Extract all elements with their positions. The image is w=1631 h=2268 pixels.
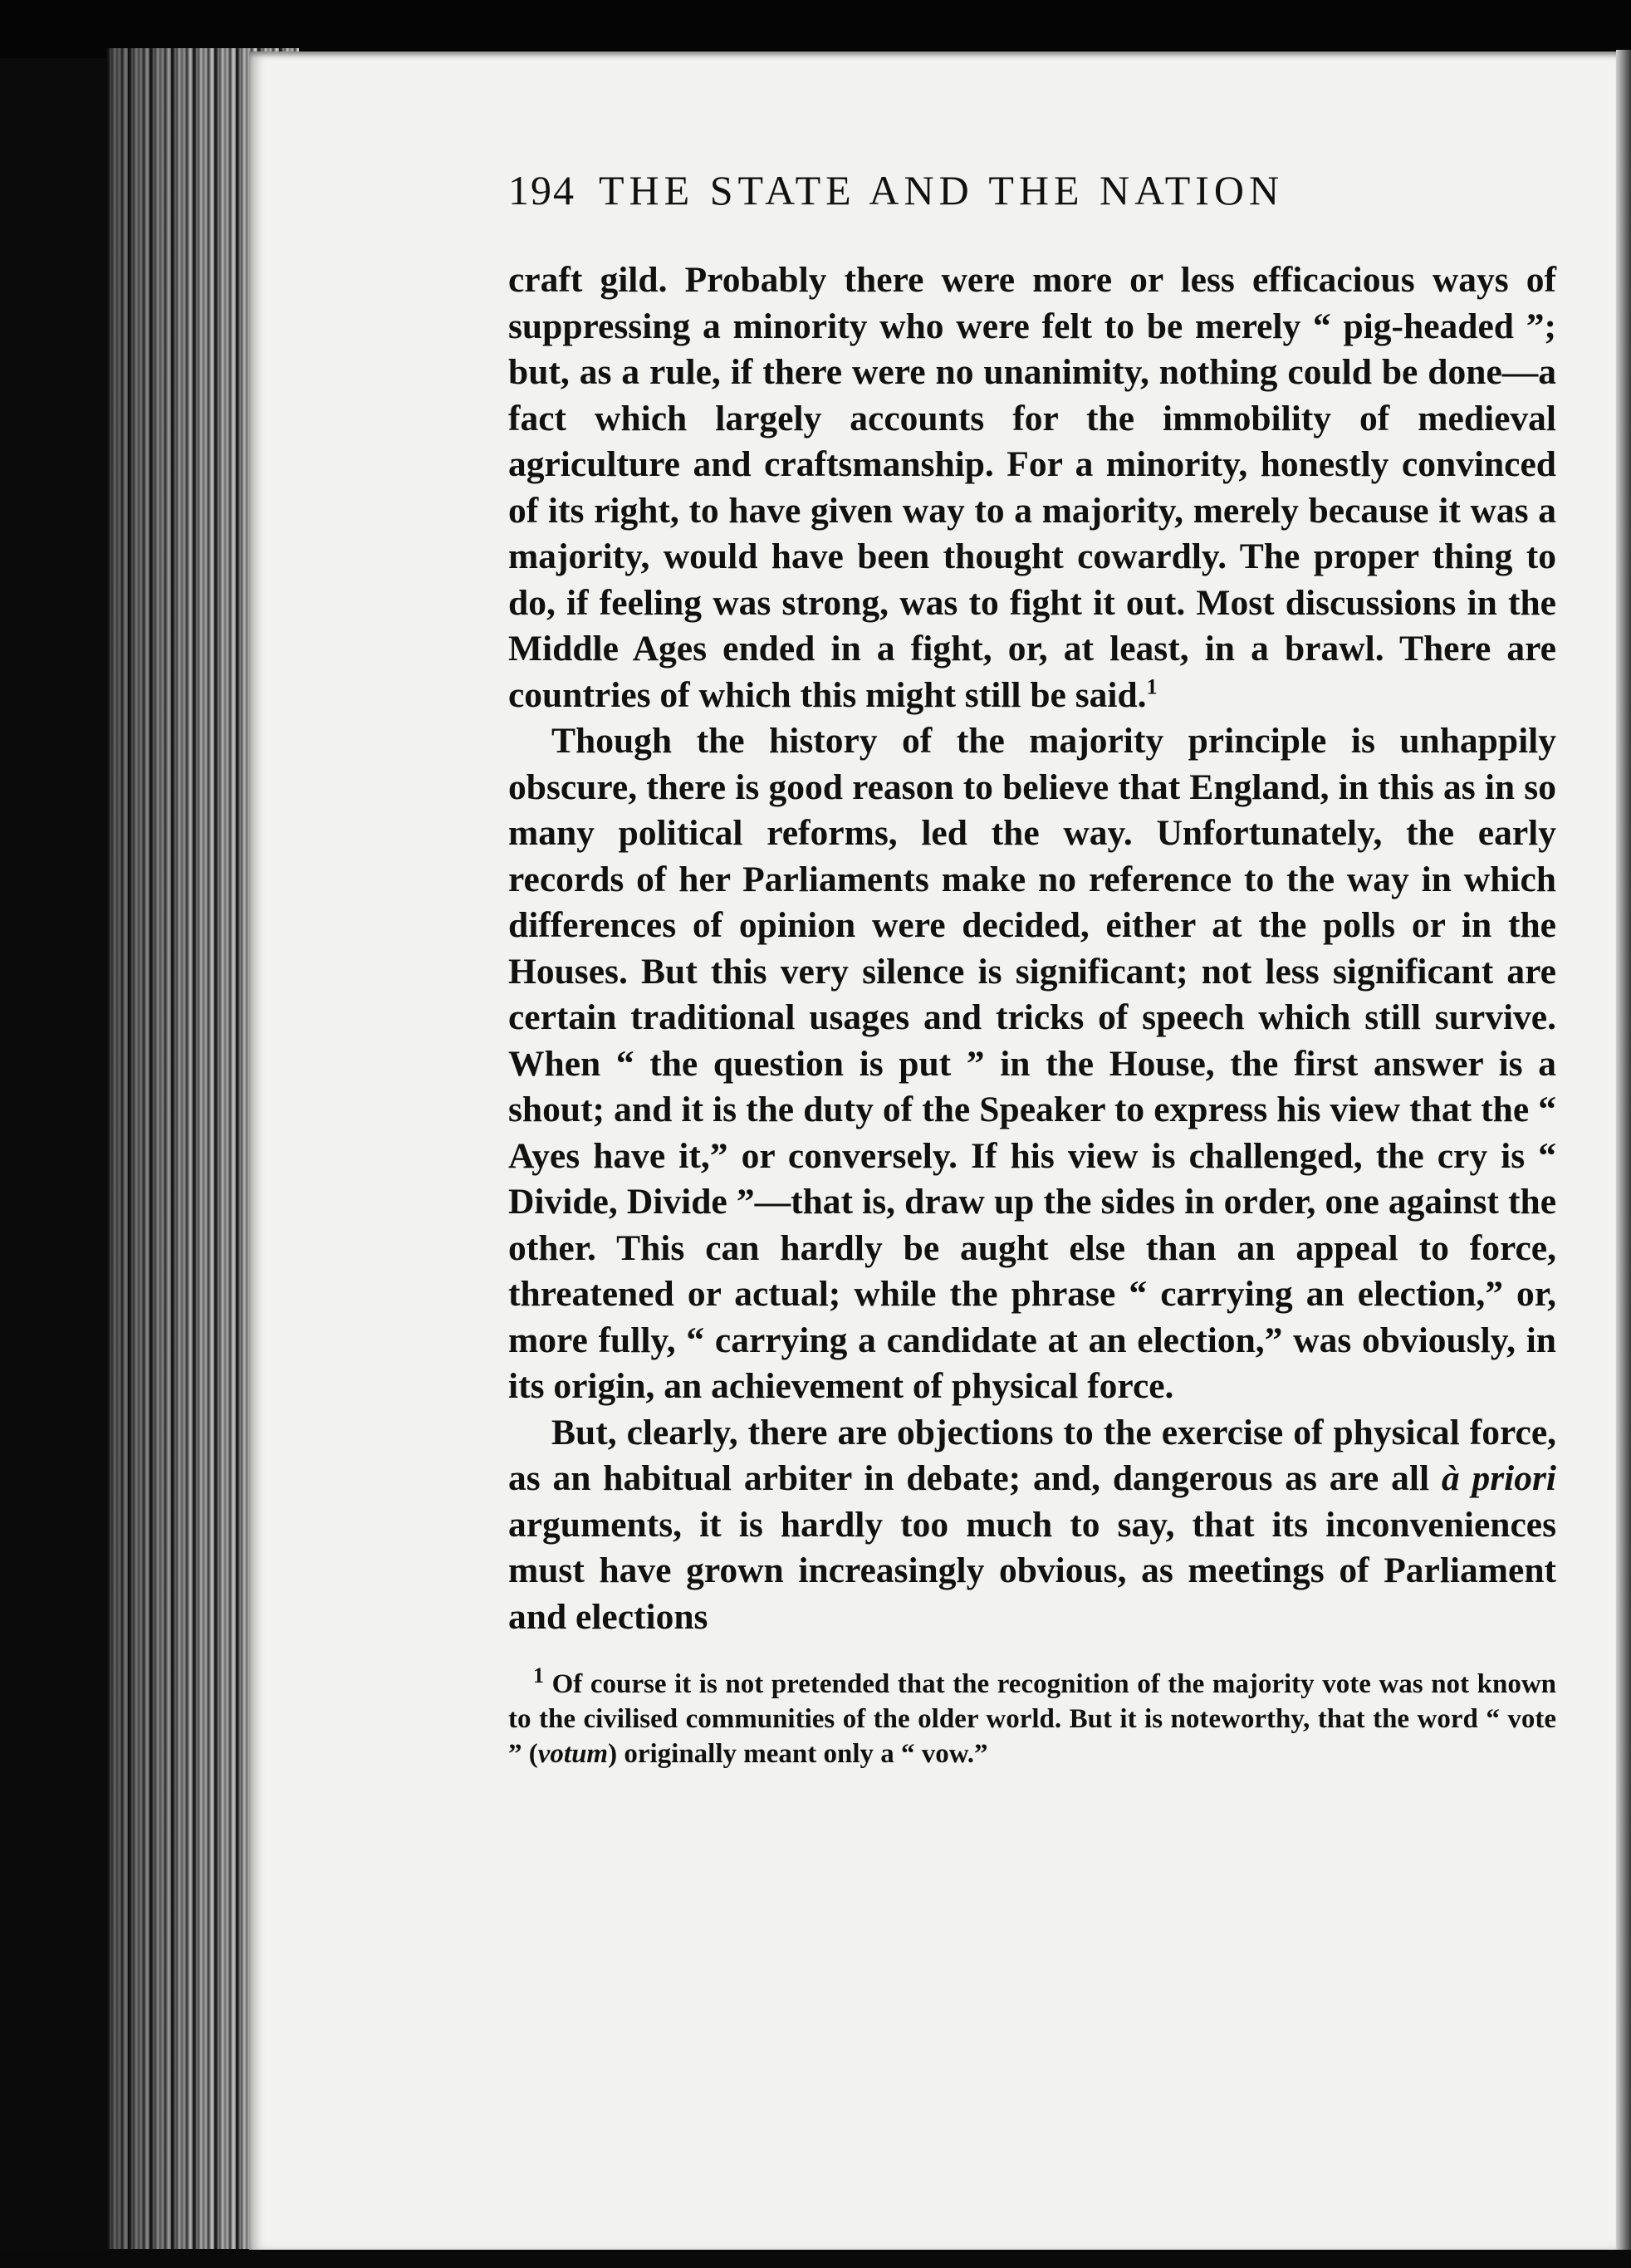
running-head: [508, 166, 1556, 257]
footnote: [508, 1663, 1557, 1771]
body-text: [508, 257, 1556, 1640]
footnote-italic-term: votum: [537, 1739, 609, 1769]
scan-border-right: [1616, 50, 1631, 2268]
paragraph-3: [508, 1410, 1556, 1641]
footnote-text-end: ) originally meant only a “ vow.”: [608, 1739, 988, 1769]
footnote-marker: 1: [533, 1663, 544, 1688]
paragraph-2-text: Though the history of the majority principle is unhappily obscure, there is good reason to believe that England, in this as in so many political reforms, led the way. Unfortunately, the early records of her Parliaments make no reference to the way in which differences of opinion were decided, either at the polls or in the Houses. But this very silence is significant; not less significant are certain traditional usages and tricks of speech which still survive. When “ the question is put ” in the House, the first answer is a shout; and it is the duty of the Speaker to express his view that the “ Ayes have it,” or conversely. If his view is challenged, the cry is “ Divide, Divide ”—that is, draw up the sides in order, one against the other. This can hardly be aught else than an appeal to force, threatened or actual; while the phrase “ carrying an election,” or, more fully, “ carrying a candidate at an election,” was obviously, in its origin, an achievement of physical force.: [508, 721, 1556, 1406]
paragraph-1-text: craft gild. Probably there were more or less efficacious ways of suppressing a minority who were felt to be merely “ pig-headed ”; but, as a rule, if there were no unanimity, nothing could be done—a fact which largely accounts for the immobility of medieval agriculture and craftsmanship. For a minority, honestly convinced of its right, to have given way to a majority, merely because it was a majority, would have been thought cowardly. The proper thing to do, if feeling was strong, was to fight it out. Most discussions in the Middle Ages ended in a fight, or, at least, in a brawl. There are countries of which this might still be said.: [508, 260, 1556, 715]
paragraph-3-italic-term: à priori: [1441, 1458, 1556, 1498]
footnote-reference: 1: [1146, 674, 1158, 698]
paragraph-1: [508, 257, 1556, 718]
footnote-text-start: Of course it is not pretended that the recognition of the majority vote was not known to the civilised communities of the older world. But it is noteworthy, that the word “ vote ” (: [508, 1669, 1557, 1769]
page-number: 194: [508, 167, 576, 213]
running-head-title: THE STATE AND THE NATION: [599, 167, 1285, 213]
paragraph-2: [508, 718, 1556, 1410]
scan-border-bottom: [0, 2250, 1631, 2268]
paragraph-3-text-start: But, clearly, there are objections to the exercise of physical force, as an habitual arbiter in debate; and, dangerous as are all: [508, 1412, 1556, 1498]
page-text-block: [508, 166, 1556, 1771]
footnote-paragraph: [508, 1663, 1557, 1771]
paragraph-3-text-end: arguments, it is hardly too much to say, that its inconveniences must have grown increasingly obvious, as meetings of Parliament and elections: [508, 1504, 1556, 1637]
